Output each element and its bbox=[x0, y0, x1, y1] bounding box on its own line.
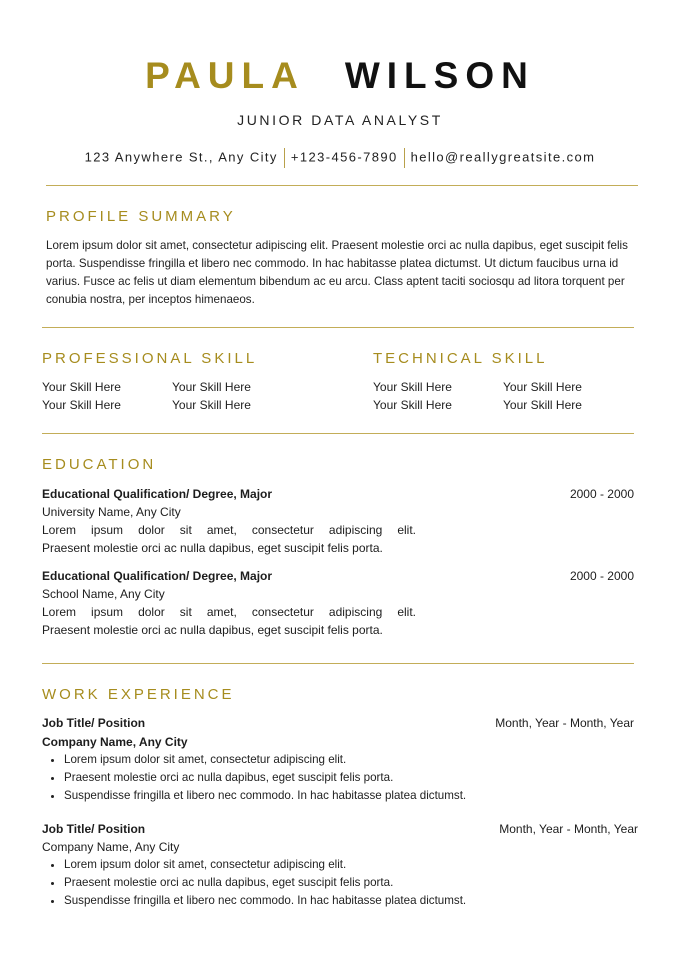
job-bullets bbox=[42, 856, 624, 910]
section-divider bbox=[42, 327, 634, 328]
technical-skill-title: TECHNICAL SKILL bbox=[373, 350, 548, 367]
professional-skill-item: Your Skill Here bbox=[42, 398, 121, 412]
divider bbox=[404, 148, 405, 168]
list-item: • Suspendisse fringilla et libero nec commodo. In hac habitasse platea dictumst. bbox=[64, 892, 624, 910]
address: 123 Anywhere St., Any City bbox=[84, 149, 278, 165]
job-position: Job Title/ Position bbox=[42, 822, 146, 836]
professional-skill-item: Your Skill Here bbox=[172, 398, 251, 412]
list-item: • Lorem ipsum dolor sit amet, consectetur adipiscing elit. bbox=[64, 856, 624, 874]
company-name: Company Name, Any City bbox=[42, 840, 180, 854]
profile-summary-text: Lorem ipsum dolor sit amet, consectetur adipiscing elit. Praesent molestie orci ac nulla dapibus, eget suscipit felis porta. Suspendisse fringilla et libero nec commodo. In hac habitasse platea dictumst. Ut dictum faucibus urna id varius. Fusce ac felis ut diam elementum bibendum ac eu arcu. Class aptent taciti sociosqu ad litora torquent per conubia nostra, per inceptos himenaeos. bbox=[46, 239, 628, 306]
education-description: Lorem ipsum dolor sit amet, consectetur adipiscing elit. bbox=[42, 605, 416, 619]
job-title: JUNIOR DATA ANALYST bbox=[237, 112, 443, 128]
job-position: Job Title/ Position bbox=[42, 716, 146, 730]
education-description: Praesent molestie orci ac nulla dapibus, eget suscipit felis porta. bbox=[42, 623, 383, 637]
list-item: • Praesent molestie orci ac nulla dapibus, eget suscipit felis porta. bbox=[64, 769, 624, 787]
technical-skill-item: Your Skill Here bbox=[503, 380, 582, 394]
education-degree: Educational Qualification/ Degree, Major bbox=[42, 487, 273, 501]
education-description: Lorem ipsum dolor sit amet, consectetur adipiscing elit. bbox=[42, 523, 416, 537]
technical-skill-item: Your Skill Here bbox=[373, 398, 452, 412]
education-years: 2000 - 2000 bbox=[569, 569, 634, 583]
contact-line bbox=[0, 148, 680, 168]
list-item: • Lorem ipsum dolor sit amet, consectetur adipiscing elit. bbox=[64, 751, 624, 769]
professional-skill-title: PROFESSIONAL SKILL bbox=[42, 350, 258, 367]
education-school: School Name, Any City bbox=[42, 587, 165, 601]
candidate-name bbox=[0, 56, 680, 96]
last-name: WILSON bbox=[344, 55, 535, 96]
section-divider bbox=[42, 433, 634, 434]
job-bullets bbox=[42, 751, 624, 805]
section-divider bbox=[46, 185, 638, 186]
company-name: Company Name, Any City bbox=[42, 735, 188, 749]
job-dates: Month, Year - Month, Year bbox=[499, 822, 638, 836]
technical-skill-item: Your Skill Here bbox=[503, 398, 582, 412]
first-name: PAULA bbox=[145, 55, 305, 96]
education-degree: Educational Qualification/ Degree, Major bbox=[42, 569, 273, 583]
work-experience-title: WORK EXPERIENCE bbox=[42, 686, 235, 703]
technical-skill-item: Your Skill Here bbox=[373, 380, 452, 394]
education-years: 2000 - 2000 bbox=[569, 487, 634, 501]
professional-skill-item: Your Skill Here bbox=[42, 380, 121, 394]
education-title: EDUCATION bbox=[42, 456, 157, 473]
list-item: • Suspendisse fringilla et libero nec commodo. In hac habitasse platea dictumst. bbox=[64, 787, 624, 805]
job-dates: Month, Year - Month, Year bbox=[495, 716, 634, 730]
phone: +123-456-7890 bbox=[290, 149, 398, 165]
list-item: • Praesent molestie orci ac nulla dapibus, eget suscipit felis porta. bbox=[64, 874, 624, 892]
section-divider bbox=[42, 663, 634, 664]
professional-skill-item: Your Skill Here bbox=[172, 380, 251, 394]
education-description: Praesent molestie orci ac nulla dapibus, eget suscipit felis porta. bbox=[42, 541, 383, 555]
education-school: University Name, Any City bbox=[42, 505, 181, 519]
profile-summary-title: PROFILE SUMMARY bbox=[46, 208, 236, 225]
divider bbox=[284, 148, 285, 168]
email: hello@reallygreatsite.com bbox=[410, 149, 596, 165]
